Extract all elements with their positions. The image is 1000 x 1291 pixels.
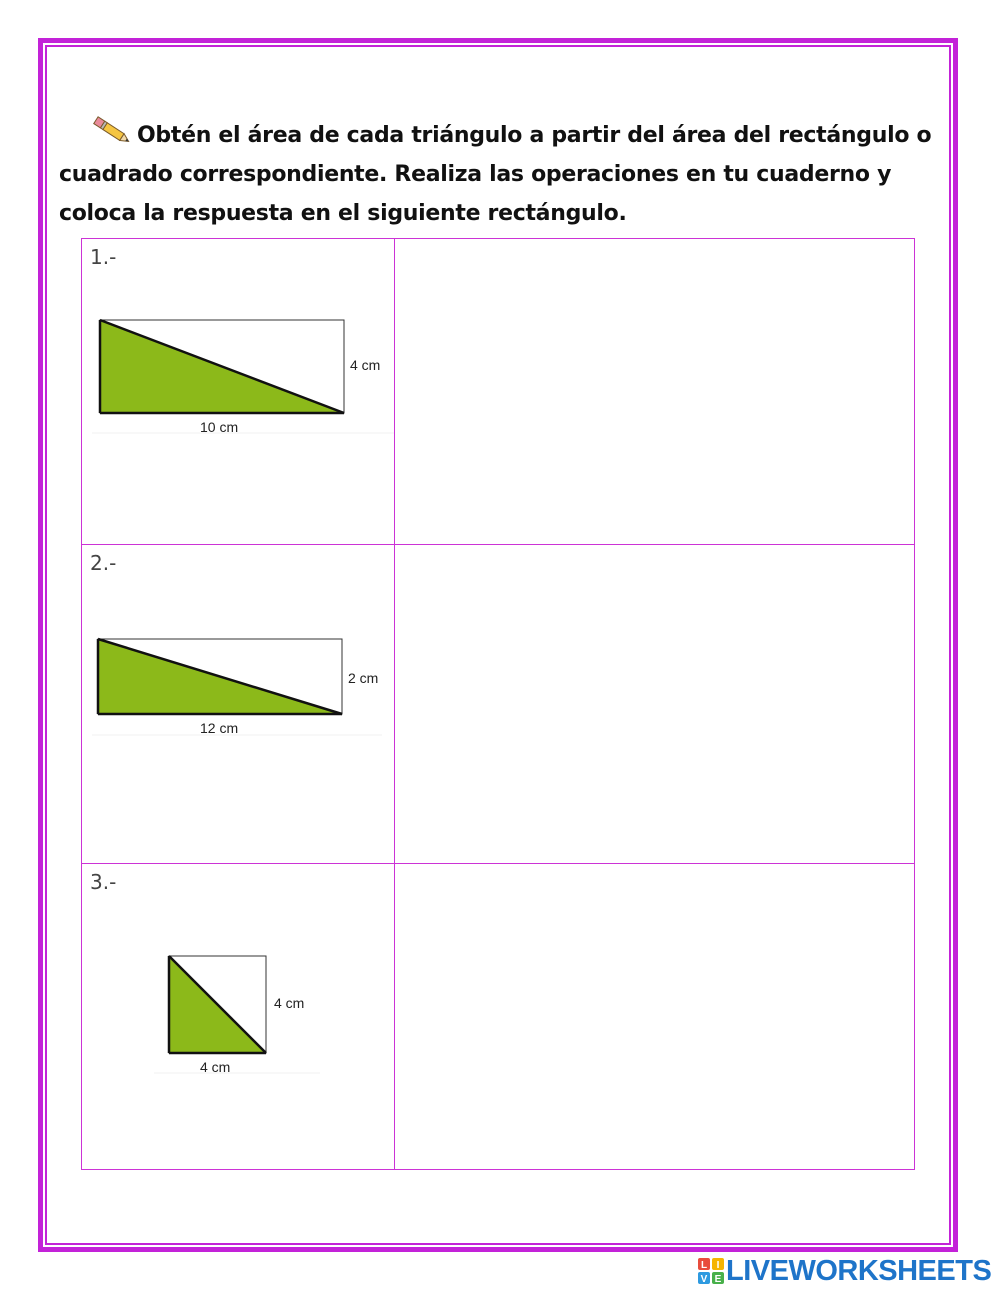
- height-label-3: 4 cm: [274, 995, 305, 1011]
- instructions-text: [59, 114, 949, 233]
- exercise-row-1: [82, 239, 915, 545]
- svg-text:L: L: [700, 1260, 708, 1271]
- instruction-line-2: cuadrado correspondiente. Realiza las operaciones en tu cuaderno y: [59, 162, 892, 187]
- answer-cell-2[interactable]: [395, 545, 915, 864]
- brand-name: LIVEWORKSHEETS: [726, 1254, 992, 1287]
- triangle-figure-3: [82, 864, 394, 1169]
- height-label-2: 2 cm: [348, 670, 379, 686]
- answer-cell-1[interactable]: [395, 239, 915, 545]
- triangle-figure-2: [82, 545, 394, 863]
- instruction-line-3: coloca la respuesta en el siguiente rectángulo.: [59, 201, 627, 226]
- height-label-1: 4 cm: [350, 357, 381, 373]
- svg-text:I: I: [716, 1260, 720, 1271]
- exercise-number-2: 2.-: [90, 551, 117, 575]
- liveworksheets-logo-icon: [698, 1258, 724, 1284]
- svg-text:V: V: [700, 1274, 708, 1284]
- exercise-table: [81, 238, 915, 1170]
- exercise-row-2: [82, 545, 915, 864]
- liveworksheets-brand: [698, 1254, 991, 1288]
- figure-cell-1: [82, 239, 395, 545]
- base-label-1: 10 cm: [200, 419, 239, 435]
- instruction-line-1: Obtén el área de cada triángulo a partir del área del rectángulo o: [137, 123, 932, 148]
- figure-cell-2: [82, 545, 395, 864]
- svg-text:E: E: [714, 1274, 722, 1284]
- triangle-figure-1: [82, 239, 394, 544]
- answer-cell-3[interactable]: [395, 864, 915, 1170]
- exercise-row-3: [82, 864, 915, 1170]
- exercise-number-3: 3.-: [90, 870, 117, 894]
- pencil-icon: [87, 114, 135, 146]
- exercise-number-1: 1.-: [90, 245, 117, 269]
- base-label-3: 4 cm: [200, 1059, 231, 1075]
- base-label-2: 12 cm: [200, 720, 239, 736]
- figure-cell-3: [82, 864, 395, 1170]
